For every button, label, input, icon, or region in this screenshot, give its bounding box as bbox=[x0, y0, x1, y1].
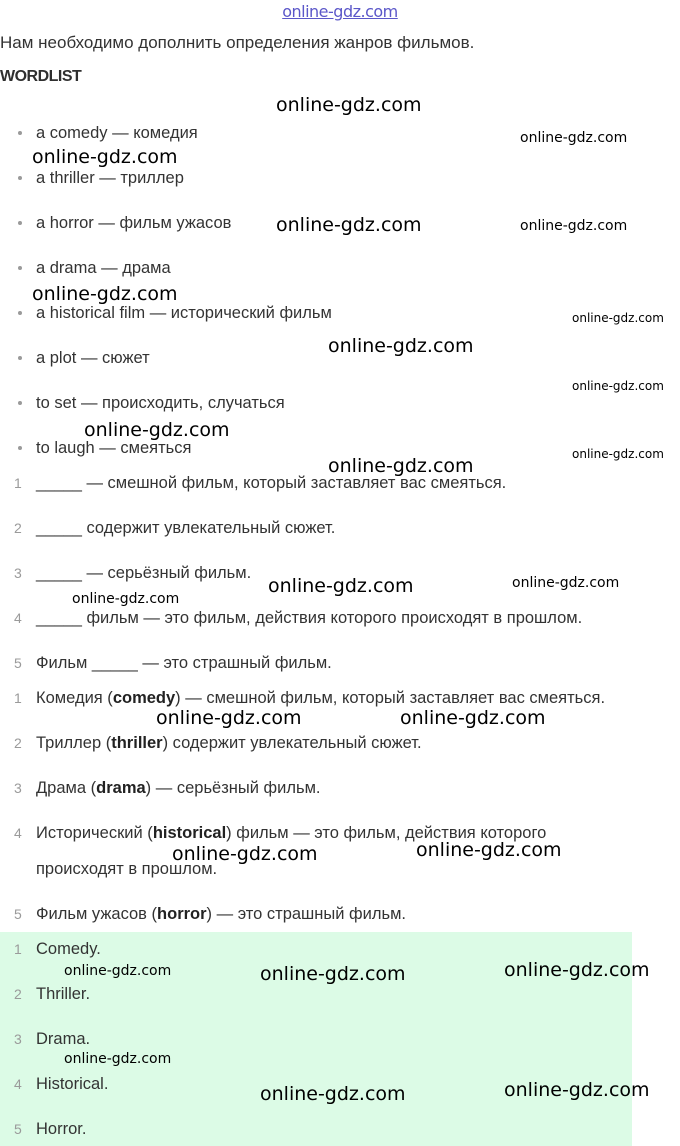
watermark-text: online-gdz.com bbox=[32, 146, 178, 168]
answers-panel: 1 Comedy. 2 Thriller. 3 Drama. 4 Historical. 5 Horror. bbox=[0, 932, 632, 1146]
watermark-text: online-gdz.com bbox=[64, 963, 172, 979]
bullet-icon bbox=[18, 176, 22, 180]
watermark-text: online-gdz.com bbox=[328, 455, 474, 477]
watermark-text: online-gdz.com bbox=[400, 707, 546, 729]
watermark-text: online-gdz.com bbox=[260, 1083, 406, 1105]
bullet-icon bbox=[18, 266, 22, 270]
watermark-text: online-gdz.com bbox=[512, 575, 620, 591]
watermark-text: online-gdz.com bbox=[32, 283, 178, 305]
watermark-text: online-gdz.com bbox=[84, 419, 230, 441]
watermark-text: online-gdz.com bbox=[276, 94, 422, 116]
watermark-text: online-gdz.com bbox=[520, 130, 628, 146]
watermark-text: online-gdz.com bbox=[572, 311, 664, 325]
bullet-icon bbox=[18, 311, 22, 315]
bullet-icon bbox=[18, 446, 22, 450]
wordlist-heading: WORDLIST bbox=[0, 68, 82, 85]
watermark-text: online-gdz.com bbox=[64, 1051, 172, 1067]
bullet-icon bbox=[18, 356, 22, 360]
watermark-text: online-gdz.com bbox=[328, 335, 474, 357]
watermark-text: online-gdz.com bbox=[156, 707, 302, 729]
bullet-icon bbox=[18, 401, 22, 405]
bullet-icon bbox=[18, 131, 22, 135]
watermark-text: online-gdz.com bbox=[520, 218, 628, 234]
watermark-text: online-gdz.com bbox=[504, 1079, 650, 1101]
watermark-text: online-gdz.com bbox=[172, 843, 318, 865]
watermark-text: online-gdz.com bbox=[572, 379, 664, 393]
watermark-text: online-gdz.com bbox=[572, 447, 664, 461]
intro-text: Нам необходимо дополнить определения жанров фильмов. bbox=[0, 33, 475, 52]
watermark-text: online-gdz.com bbox=[72, 591, 180, 607]
bullet-icon bbox=[18, 221, 22, 225]
watermark-text: online-gdz.com bbox=[268, 575, 414, 597]
watermark-text: online-gdz.com bbox=[504, 959, 650, 981]
watermark-text: online-gdz.com bbox=[260, 963, 406, 985]
watermark-text: online-gdz.com bbox=[276, 214, 422, 236]
site-header-link[interactable]: online-gdz.com bbox=[282, 2, 398, 21]
watermark-text: online-gdz.com bbox=[416, 839, 562, 861]
